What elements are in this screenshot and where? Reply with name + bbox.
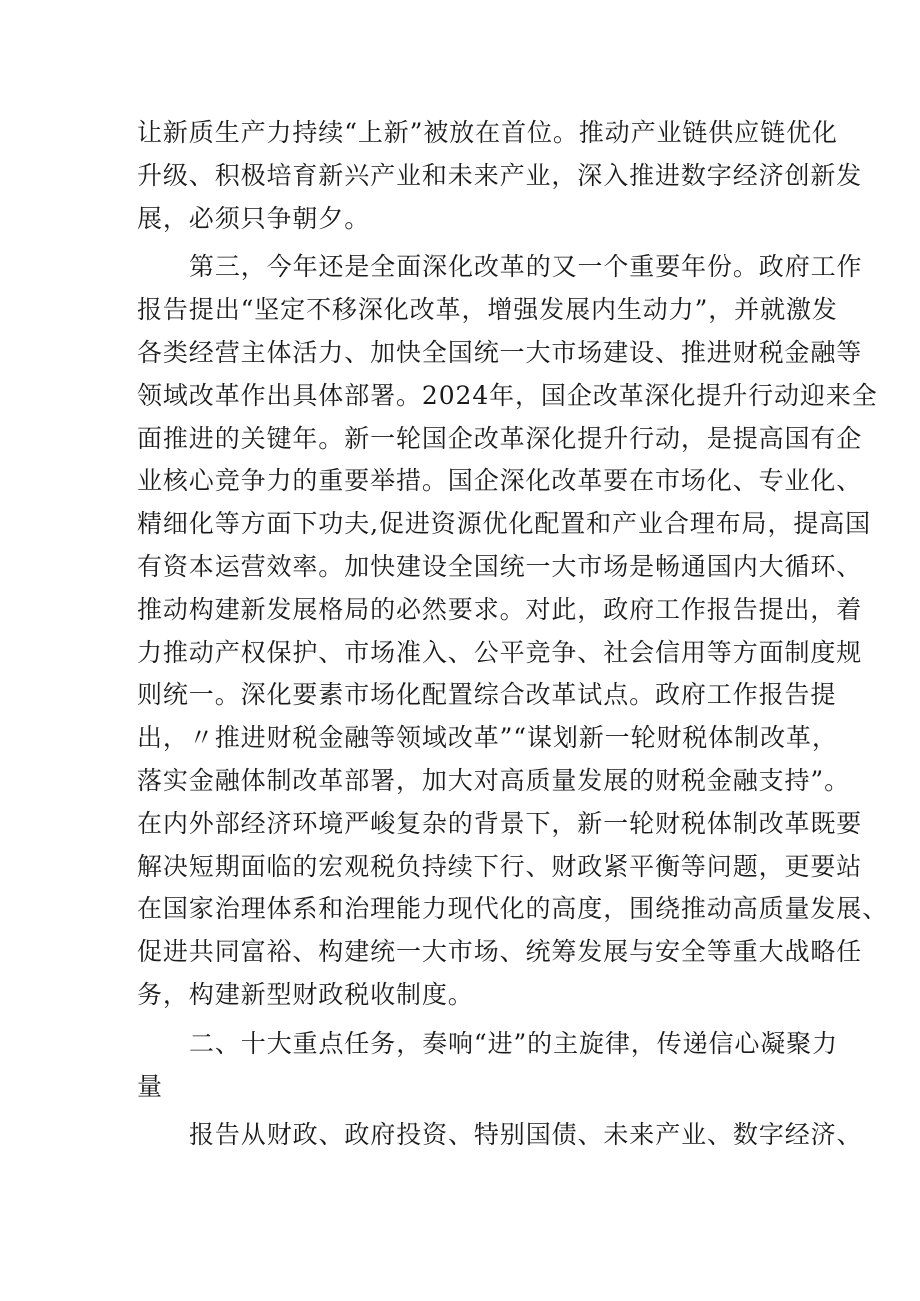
text-line: 让新质生产力持续“上新”被放在首位。推动产业链供应链优化	[137, 118, 838, 147]
text-line: 展，必须只争朝夕。	[137, 203, 371, 233]
text-line: 落实金融体制改革部署，加大对高质量发展的财税金融支持”。	[137, 765, 850, 795]
text-line: 第三，今年还是全面深化改革的又一个重要年份。政府工作	[189, 252, 863, 282]
paragraph-deepen-reform	[137, 246, 889, 1016]
text-line: 报告提出“坚定不移深化改革，增强发展内生动力”，并就激发	[137, 295, 838, 325]
text-line: 升级、积极培育新兴产业和未来产业，深入推进数字经济创新发	[137, 160, 863, 190]
text-line: 出，〃推进财税金融等领域改革”“谋划新一轮财税体制改革，	[137, 723, 838, 753]
text-line: 有资本运营效率。加快建设全国统一大市场是畅通国内大循环、	[137, 551, 863, 581]
document-body	[137, 112, 889, 1157]
paragraph-report-fields	[137, 1114, 863, 1157]
text-line: 推动构建新发展格局的必然要求。对此，政府工作报告提出，着	[137, 594, 863, 624]
text-line: 领域改革作出具体部署。2024年，国企改革深化提升行动迎来全	[137, 380, 878, 410]
text-line: 则统一。深化要素市场化配置综合改革试点。政府工作报告提	[137, 680, 837, 710]
text-line: 解决短期面临的宏观税负持续下行、财政紧平衡等问题，更要站	[137, 851, 863, 881]
text-line: 在内外部经济环境严峻复杂的背景下，新一轮财税体制改革既要	[137, 808, 863, 838]
text-line: 量	[137, 1071, 163, 1101]
text-line: 在国家治理体系和治理能力现代化的高度，围绕推动高质量发展、	[137, 894, 889, 924]
paragraph-new-productivity	[137, 112, 863, 240]
text-line: 报告从财政、政府投资、特别国债、未来产业、数字经济、	[189, 1120, 863, 1150]
text-line: 务，构建新型财政税收制度。	[137, 979, 474, 1009]
section-heading-ten-tasks	[137, 1023, 838, 1109]
text-line: 业核心竞争力的重要举措。国企深化改革要在市场化、专业化、	[137, 466, 863, 496]
text-line: 各类经营主体活力、加快全国统一大市场建设、推进财税金融等	[137, 337, 863, 367]
text-line: 精细化等方面下功夫,促进资源优化配置和产业合理布局，提高国	[137, 509, 872, 539]
text-line: 面推进的关键年。新一轮国企改革深化提升行动，是提高国有企	[137, 423, 863, 453]
text-line: 力推动产权保护、市场准入、公平竞争、社会信用等方面制度规	[137, 637, 863, 667]
text-line: 二、十大重点任务，奏响“进”的主旋律，传递信心凝聚力	[189, 1028, 838, 1058]
text-line: 促进共同富裕、构建统一大市场、统筹发展与安全等重大战略任	[137, 937, 863, 967]
